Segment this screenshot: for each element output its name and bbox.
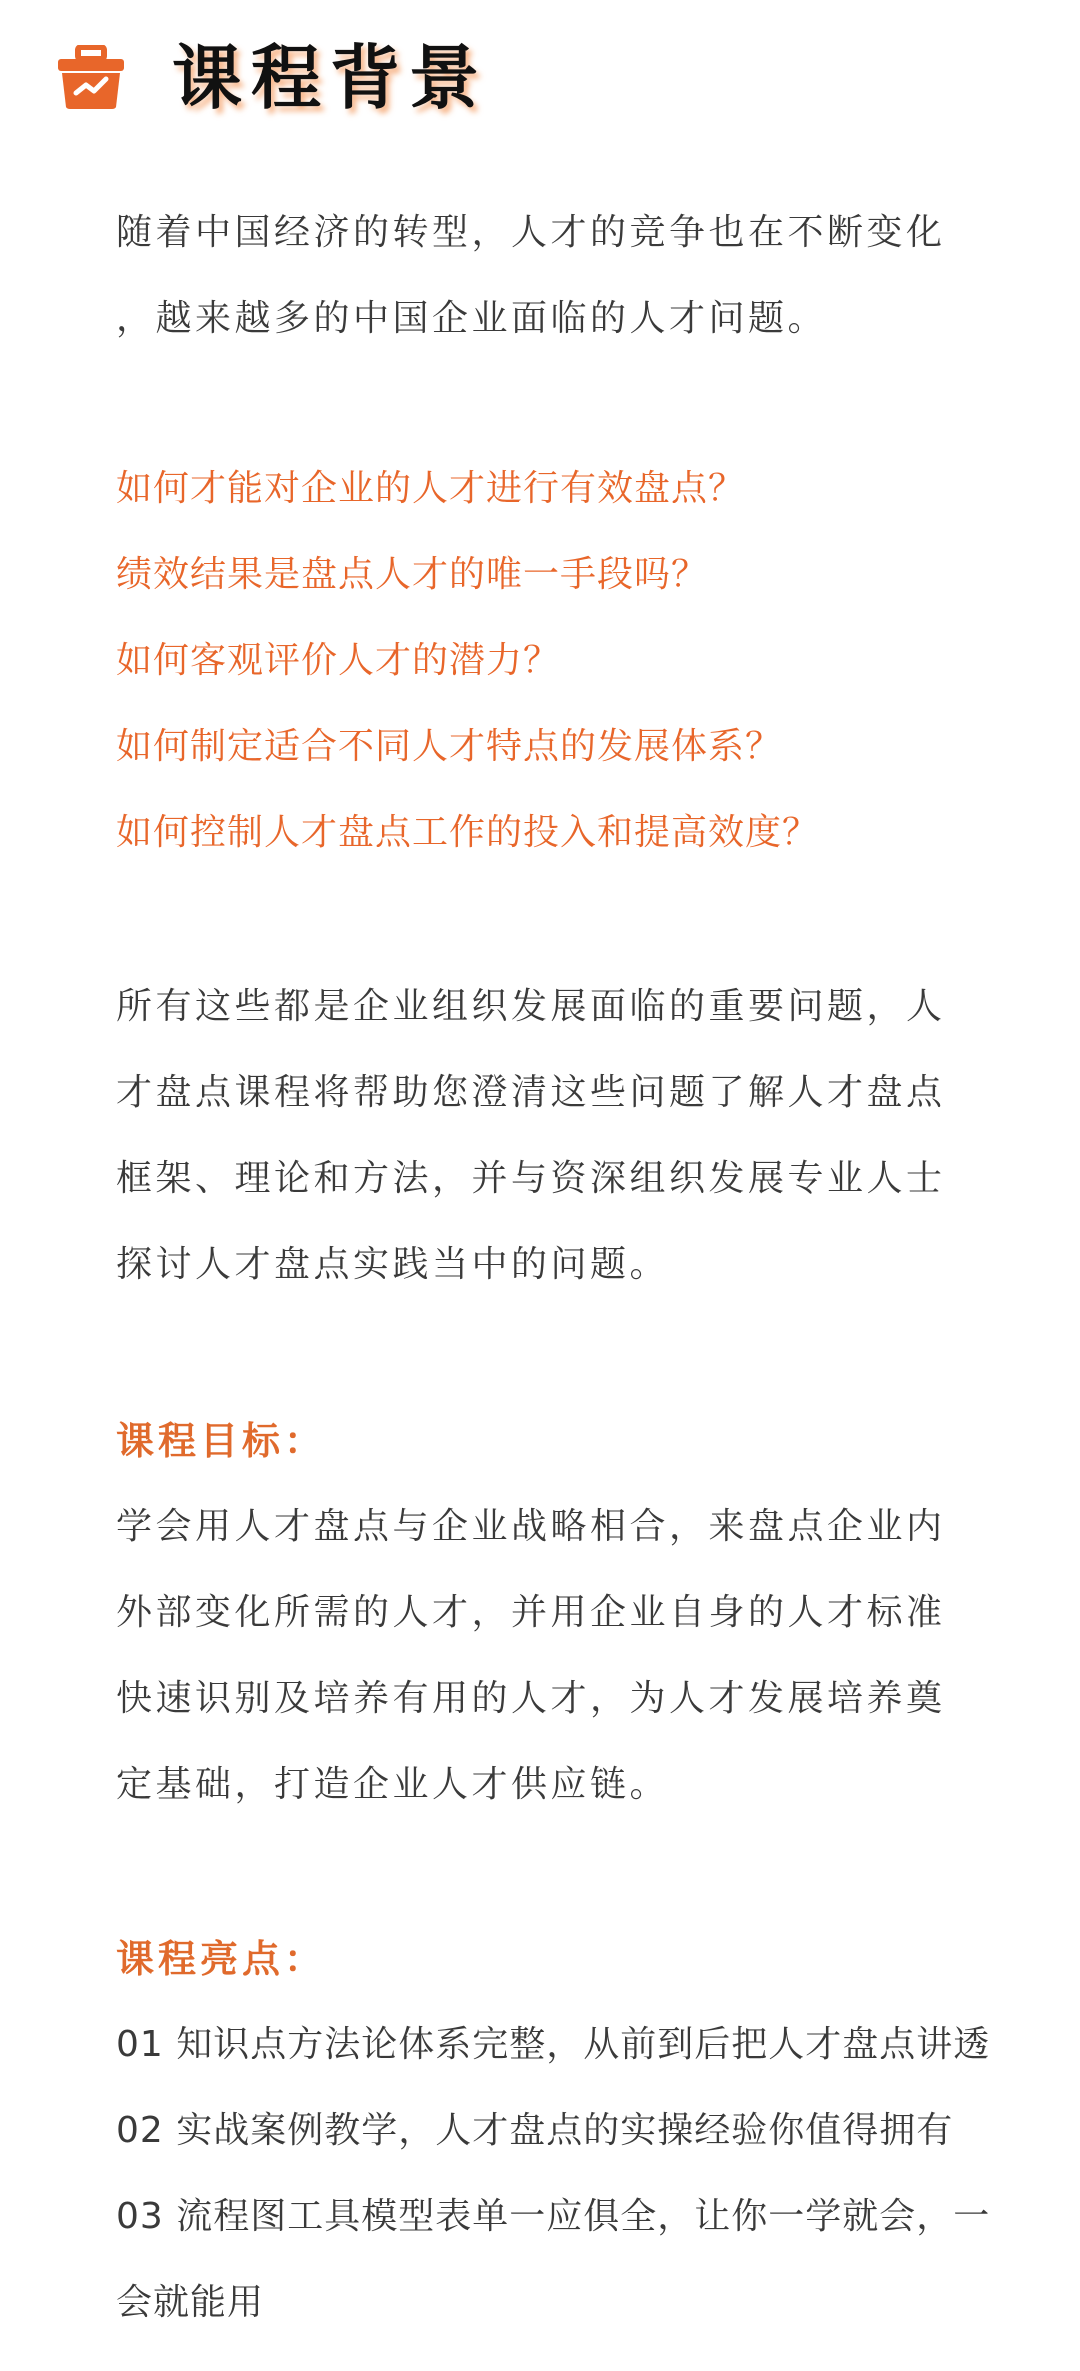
- highlights-list: [116, 2002, 991, 2346]
- briefcase-chart-icon: [56, 45, 126, 111]
- goals-line: 学会用人才盘点与企业战略相合，来盘点企业内: [116, 1506, 946, 1547]
- summary-line: 所有这些都是企业组织发展面临的重要问题，人: [116, 986, 946, 1027]
- question-item: 如何制定适合不同人才特点的发展体系？: [116, 726, 783, 767]
- intro-paragraph: [116, 190, 976, 362]
- goals-line: 定基础，打造企业人才供应链。: [116, 1764, 670, 1805]
- summary-paragraph: [116, 964, 976, 1308]
- intro-line: ，越来越多的中国企业面临的人才问题。: [116, 298, 828, 339]
- goals-paragraph: [116, 1484, 976, 1828]
- summary-line: 框架、理论和方法，并与资深组织发展专业人士: [116, 1158, 946, 1199]
- question-item: 如何控制人才盘点工作的投入和提高效度？: [116, 812, 820, 853]
- question-item: 如何才能对企业的人才进行有效盘点？: [116, 468, 746, 509]
- question-list: [116, 446, 976, 876]
- goals-line: 外部变化所需的人才，并用企业自身的人才标准: [116, 1592, 946, 1633]
- course-content: [116, 190, 991, 2346]
- question-item: 如何客观评价人才的潜力？: [116, 640, 561, 681]
- intro-line: 随着中国经济的转型，人才的竞争也在不断变化: [116, 212, 946, 253]
- goals-line: 快速识别及培养有用的人才，为人才发展培养奠: [116, 1678, 946, 1719]
- highlight-item: 01 知识点方法论体系完整，从前到后把人才盘点讲透: [116, 2024, 991, 2065]
- question-item: 绩效结果是盘点人才的唯一手段吗？: [116, 554, 709, 595]
- section-header: [56, 28, 488, 128]
- goals-title: 课程目标：: [116, 1419, 327, 1463]
- summary-line: 才盘点课程将帮助您澄清这些问题了解人才盘点: [116, 1072, 946, 1113]
- highlight-item: 会就能用: [116, 2282, 265, 2323]
- highlight-item: 02 实战案例教学，人才盘点的实操经验你值得拥有: [116, 2110, 954, 2151]
- highlights-title: 课程亮点：: [116, 1937, 327, 1981]
- highlight-item: 03 流程图工具模型表单一应俱全，让你一学就会，一: [116, 2196, 991, 2237]
- page-title: 课程背景: [172, 37, 488, 119]
- summary-line: 探讨人才盘点实践当中的问题。: [116, 1244, 670, 1285]
